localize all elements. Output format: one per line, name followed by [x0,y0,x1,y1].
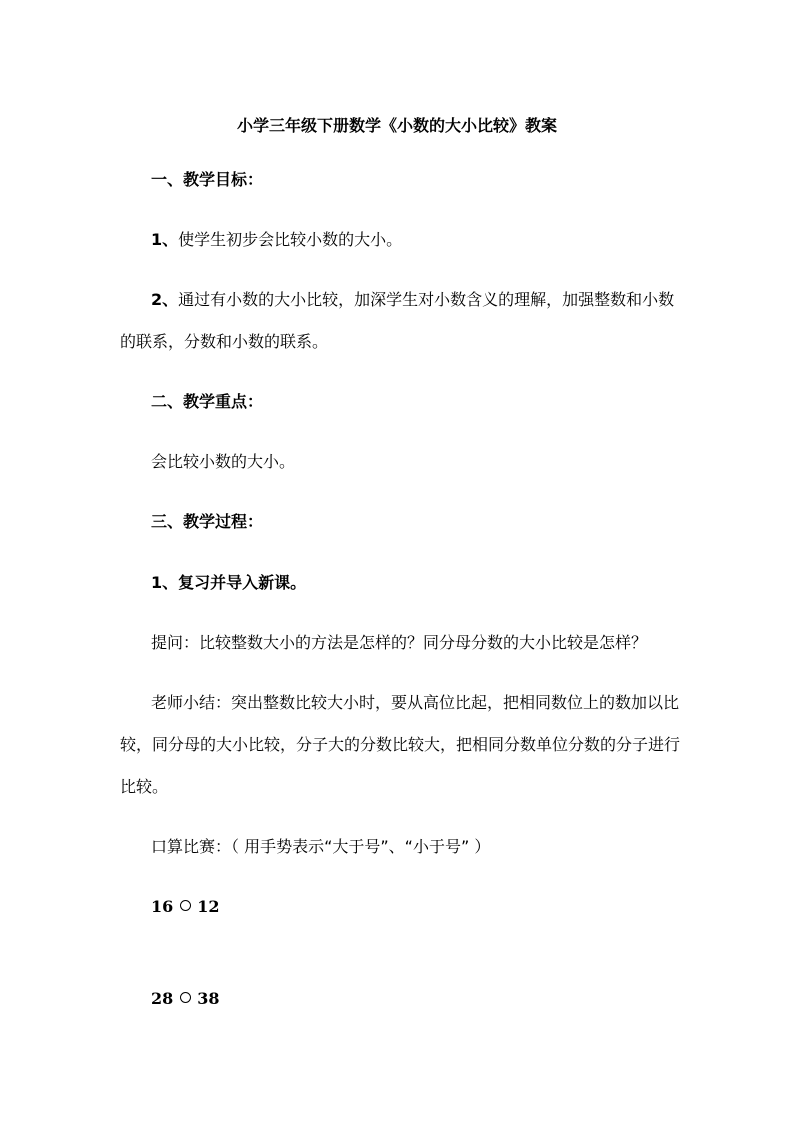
comparison-row-1 [151,897,220,917]
comparison-1-right: 12 [197,897,220,916]
comparison-2-right: 38 [197,989,220,1008]
summary-line-2: 较，同分母的大小比较，分子大的分数比较大，把相同分数单位分数的分子进行 [120,735,681,754]
section-heading-key-points: 二、教学重点： [151,392,264,411]
process-step-1: 1、复习并导入新课。 [151,573,307,592]
oral-contest-text: 口算比赛：（ 用手势表示“大于号”、“小于号” ） [151,837,491,856]
section-heading-objectives: 一、教学目标： [151,170,264,189]
summary-line-3: 比较。 [120,777,169,796]
key-point-text: 会比较小数的大小。 [151,452,296,471]
comparison-row-2 [151,989,220,1009]
objective-item-2-text-line1: 通过有小数的大小比较，加深学生对小数含义的理解，加强整数和小数 [178,290,675,309]
objective-item-1-text: 使学生初步会比较小数的大小。 [178,230,403,249]
objective-item-2-number: 2、 [151,290,179,309]
objective-item-1-number: 1、 [151,230,179,249]
objective-item-1 [151,230,402,250]
comparison-1-left: 16 [151,897,174,916]
comparison-2-left: 28 [151,989,174,1008]
document-title: 小学三年级下册数学《小数的大小比较》教案 [236,116,557,135]
section-heading-process: 三、教学过程： [151,512,264,531]
comparison-circle-icon [180,900,191,911]
objective-item-2 [151,290,674,310]
question-text: 提问：比较整数大小的方法是怎样的？同分母分数的大小比较是怎样？ [151,633,648,652]
comparison-circle-icon [180,992,191,1003]
summary-line-1: 老师小结：突出整数比较大小时，要从高位比起，把相同数位上的数加以比 [151,693,680,712]
objective-item-2-text-line2: 的联系，分数和小数的联系。 [120,332,329,351]
